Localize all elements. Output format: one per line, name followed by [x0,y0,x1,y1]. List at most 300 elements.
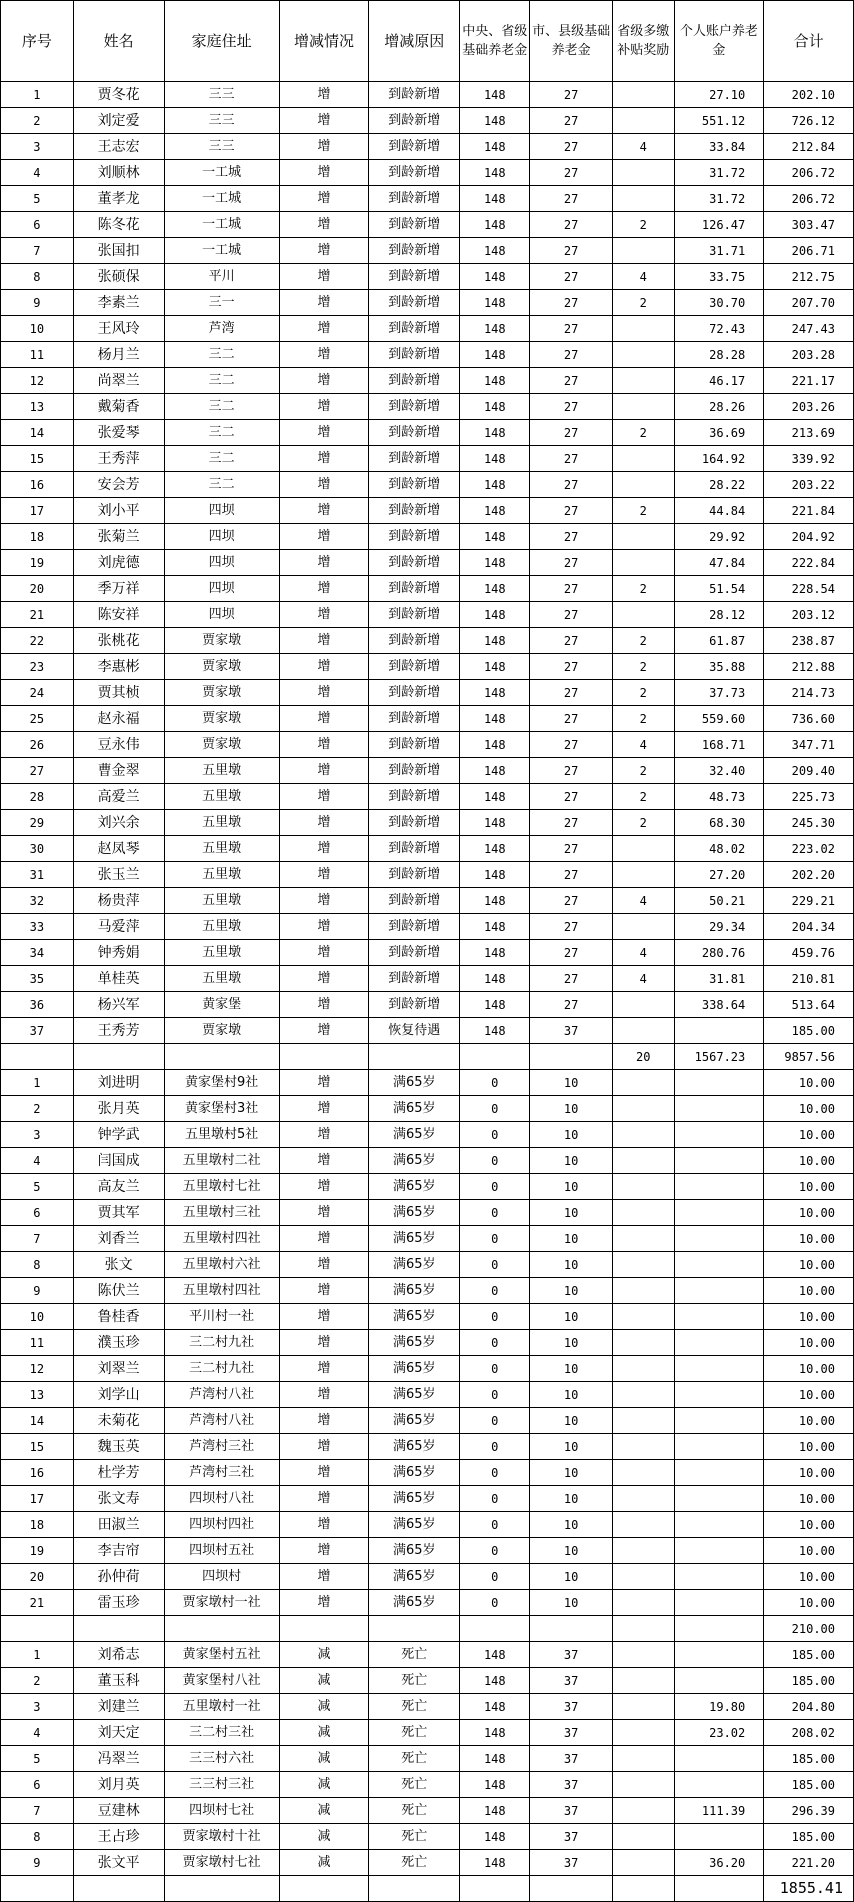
cell-city-county: 10 [530,1070,612,1096]
cell-reason: 死亡 [369,1642,460,1668]
cell-address: 贾家墩 [164,1018,279,1044]
cell-change: 减 [279,1772,369,1798]
cell-central-provincial: 148 [460,472,530,498]
header-reason: 增减原因 [369,1,460,82]
cell-city-county: 10 [530,1304,612,1330]
cell-index: 2 [1,1668,74,1694]
cell-personal: 31.72 [674,160,764,186]
cell-index: 1 [1,1642,74,1668]
cell-total: 213.69 [764,420,854,446]
subtotal-bonus: 20 [612,1044,674,1070]
subtotal-empty-cell [164,1616,279,1642]
cell-name: 刘希志 [73,1642,164,1668]
cell-total: 10.00 [764,1408,854,1434]
cell-name: 雷玉珍 [73,1590,164,1616]
cell-index: 2 [1,108,74,134]
table-row [1,810,854,836]
cell-address: 五里墩村六社 [164,1252,279,1278]
cell-name: 豆永伟 [73,732,164,758]
table-row [1,940,854,966]
cell-name: 尚翠兰 [73,368,164,394]
cell-total: 204.92 [764,524,854,550]
cell-personal [674,1200,764,1226]
cell-reason: 满65岁 [369,1304,460,1330]
subtotal-empty-cell [530,1044,612,1070]
cell-city-county: 27 [530,602,612,628]
cell-central-provincial: 148 [460,1668,530,1694]
cell-index: 12 [1,368,74,394]
cell-change: 增 [279,316,369,342]
cell-name: 张菊兰 [73,524,164,550]
cell-total: 339.92 [764,446,854,472]
cell-total: 10.00 [764,1252,854,1278]
cell-index: 6 [1,212,74,238]
cell-reason: 到龄新增 [369,472,460,498]
cell-name: 杜学芳 [73,1460,164,1486]
cell-change: 增 [279,290,369,316]
table-row [1,368,854,394]
cell-reason: 满65岁 [369,1174,460,1200]
cell-city-county: 27 [530,576,612,602]
table-row [1,1122,854,1148]
cell-reason: 到龄新增 [369,498,460,524]
cell-personal: 31.72 [674,186,764,212]
cell-central-provincial: 148 [460,1798,530,1824]
cell-city-county: 27 [530,888,612,914]
cell-address: 三三 [164,134,279,160]
cell-city-county: 27 [530,862,612,888]
cell-reason: 到龄新增 [369,992,460,1018]
cell-reason: 到龄新增 [369,758,460,784]
header-personal-account-pension: 个人账户养老金 [674,1,764,82]
table-row [1,186,854,212]
cell-change: 增 [279,1304,369,1330]
cell-change: 增 [279,836,369,862]
cell-total: 214.73 [764,680,854,706]
table-row [1,862,854,888]
header-total: 合计 [764,1,854,82]
cell-city-county: 27 [530,446,612,472]
cell-index: 15 [1,446,74,472]
cell-reason: 死亡 [369,1668,460,1694]
cell-address: 贾家墩村十社 [164,1824,279,1850]
cell-change: 增 [279,1122,369,1148]
subtotal-empty-cell [279,1616,369,1642]
cell-bonus [612,1668,674,1694]
header-central-provincial-pension: 中央、省级基础养老金 [460,1,530,82]
cell-reason: 死亡 [369,1798,460,1824]
cell-address: 三三村三社 [164,1772,279,1798]
cell-index: 11 [1,1330,74,1356]
cell-city-county: 27 [530,290,612,316]
cell-reason: 到龄新增 [369,394,460,420]
cell-name: 王秀芳 [73,1018,164,1044]
cell-bonus [612,1564,674,1590]
cell-address: 三二 [164,342,279,368]
cell-change: 增 [279,524,369,550]
cell-reason: 到龄新增 [369,82,460,108]
cell-city-county: 37 [530,1694,612,1720]
cell-address: 五里墩村二社 [164,1148,279,1174]
cell-index: 9 [1,1850,74,1876]
cell-central-provincial: 148 [460,186,530,212]
cell-change: 增 [279,1382,369,1408]
cell-city-county: 27 [530,992,612,1018]
cell-change: 增 [279,420,369,446]
cell-change: 增 [279,238,369,264]
cell-bonus [612,1096,674,1122]
cell-address: 四坝 [164,498,279,524]
cell-index: 17 [1,1486,74,1512]
cell-personal [674,1096,764,1122]
cell-total: 206.71 [764,238,854,264]
cell-name: 高爱兰 [73,784,164,810]
cell-name: 陈冬花 [73,212,164,238]
cell-central-provincial: 0 [460,1564,530,1590]
cell-city-county: 10 [530,1330,612,1356]
cell-total: 10.00 [764,1070,854,1096]
cell-change: 增 [279,498,369,524]
cell-reason: 到龄新增 [369,836,460,862]
cell-reason: 到龄新增 [369,290,460,316]
cell-central-provincial: 148 [460,108,530,134]
subtotal-personal [674,1616,764,1642]
cell-address: 四坝 [164,576,279,602]
cell-personal [674,1252,764,1278]
cell-total: 10.00 [764,1174,854,1200]
table-row [1,1850,854,1876]
header-city-county-pension: 市、县级基础养老金 [530,1,612,82]
cell-address: 三三 [164,108,279,134]
cell-change: 增 [279,1278,369,1304]
cell-reason: 到龄新增 [369,706,460,732]
cell-address: 三二村三社 [164,1720,279,1746]
cell-change: 增 [279,342,369,368]
cell-bonus [612,1252,674,1278]
cell-personal: 48.73 [674,784,764,810]
cell-address: 一工城 [164,186,279,212]
cell-name: 李素兰 [73,290,164,316]
cell-reason: 满65岁 [369,1200,460,1226]
cell-bonus: 4 [612,888,674,914]
cell-bonus [612,992,674,1018]
cell-total: 207.70 [764,290,854,316]
cell-bonus: 2 [612,654,674,680]
cell-change: 增 [279,940,369,966]
cell-address: 芦湾村八社 [164,1408,279,1434]
table-row [1,264,854,290]
cell-index: 4 [1,160,74,186]
cell-city-county: 27 [530,680,612,706]
cell-index: 7 [1,1226,74,1252]
cell-reason: 到龄新增 [369,888,460,914]
cell-index: 1 [1,1070,74,1096]
cell-total: 204.34 [764,914,854,940]
cell-index: 37 [1,1018,74,1044]
cell-index: 5 [1,1174,74,1200]
cell-reason: 到龄新增 [369,212,460,238]
cell-city-county: 10 [530,1512,612,1538]
cell-reason: 到龄新增 [369,550,460,576]
cell-bonus [612,108,674,134]
cell-address: 五里墩村四社 [164,1226,279,1252]
cell-total: 10.00 [764,1122,854,1148]
cell-name: 单桂英 [73,966,164,992]
cell-bonus [612,1746,674,1772]
cell-central-provincial: 148 [460,1018,530,1044]
cell-personal [674,1668,764,1694]
cell-change: 增 [279,108,369,134]
cell-name: 张文 [73,1252,164,1278]
cell-personal: 44.84 [674,498,764,524]
cell-central-provincial: 148 [460,420,530,446]
cell-reason: 死亡 [369,1824,460,1850]
table-row [1,1798,854,1824]
cell-change: 增 [279,602,369,628]
cell-personal: 36.20 [674,1850,764,1876]
table-row [1,836,854,862]
cell-bonus [612,1512,674,1538]
cell-address: 五里墩 [164,966,279,992]
cell-change: 增 [279,732,369,758]
cell-city-county: 10 [530,1278,612,1304]
cell-central-provincial: 148 [460,602,530,628]
cell-address: 贾家墩 [164,706,279,732]
cell-name: 高友兰 [73,1174,164,1200]
cell-address: 四坝村四社 [164,1512,279,1538]
cell-address: 黄家堡村八社 [164,1668,279,1694]
cell-name: 陈伏兰 [73,1278,164,1304]
cell-total: 296.39 [764,1798,854,1824]
cell-reason: 到龄新增 [369,134,460,160]
cell-total: 10.00 [764,1538,854,1564]
cell-total: 221.20 [764,1850,854,1876]
cell-name: 刘兴余 [73,810,164,836]
cell-reason: 满65岁 [369,1122,460,1148]
cell-city-county: 27 [530,342,612,368]
cell-address: 芦湾村三社 [164,1434,279,1460]
cell-bonus [612,1694,674,1720]
cell-address: 四坝 [164,524,279,550]
cell-name: 刘月英 [73,1772,164,1798]
cell-central-provincial: 0 [460,1486,530,1512]
cell-personal [674,1018,764,1044]
cell-address: 黄家堡村五社 [164,1642,279,1668]
cell-name: 李吉帘 [73,1538,164,1564]
cell-change: 增 [279,1538,369,1564]
cell-name: 杨兴军 [73,992,164,1018]
cell-central-provincial: 0 [460,1408,530,1434]
cell-index: 30 [1,836,74,862]
cell-bonus [612,1720,674,1746]
cell-index: 29 [1,810,74,836]
cell-index: 19 [1,550,74,576]
cell-central-provincial: 148 [460,784,530,810]
cell-personal [674,1408,764,1434]
cell-index: 6 [1,1772,74,1798]
cell-total: 185.00 [764,1746,854,1772]
table-row [1,602,854,628]
table-row [1,446,854,472]
cell-central-provincial: 0 [460,1590,530,1616]
table-row [1,1226,854,1252]
cell-index: 2 [1,1096,74,1122]
subtotal-empty-cell [460,1044,530,1070]
cell-personal [674,1070,764,1096]
cell-index: 9 [1,1278,74,1304]
cell-index: 32 [1,888,74,914]
cell-index: 23 [1,654,74,680]
cell-personal [674,1512,764,1538]
cell-total: 10.00 [764,1434,854,1460]
subtotal-empty-cell [530,1616,612,1642]
cell-total: 10.00 [764,1148,854,1174]
cell-change: 增 [279,212,369,238]
cell-bonus [612,1642,674,1668]
cell-central-provincial: 0 [460,1252,530,1278]
cell-address: 三二村九社 [164,1330,279,1356]
cell-total: 185.00 [764,1642,854,1668]
cell-name: 王秀萍 [73,446,164,472]
cell-reason: 满65岁 [369,1382,460,1408]
cell-personal: 48.02 [674,836,764,862]
table-row [1,1746,854,1772]
cell-address: 五里墩 [164,888,279,914]
cell-name: 王风玲 [73,316,164,342]
cell-address: 三二 [164,394,279,420]
cell-bonus: 2 [612,758,674,784]
subtotal-total: 210.00 [764,1616,854,1642]
cell-total: 212.88 [764,654,854,680]
cell-name: 刘学山 [73,1382,164,1408]
cell-index: 6 [1,1200,74,1226]
cell-change: 增 [279,654,369,680]
cell-total: 10.00 [764,1226,854,1252]
cell-central-provincial: 0 [460,1096,530,1122]
cell-address: 三二 [164,420,279,446]
table-row [1,160,854,186]
cell-city-county: 10 [530,1174,612,1200]
cell-change: 增 [279,1434,369,1460]
cell-bonus [612,1486,674,1512]
cell-index: 5 [1,1746,74,1772]
cell-address: 三一 [164,290,279,316]
cell-change: 增 [279,264,369,290]
table-row [1,82,854,108]
table-row [1,680,854,706]
cell-central-provincial: 148 [460,732,530,758]
cell-personal: 280.76 [674,940,764,966]
cell-address: 一工城 [164,212,279,238]
cell-address: 五里墩 [164,784,279,810]
cell-central-provincial: 148 [460,1824,530,1850]
cell-address: 贾家墩 [164,732,279,758]
cell-name: 刘进明 [73,1070,164,1096]
table-row [1,1460,854,1486]
cell-change: 减 [279,1642,369,1668]
cell-central-provincial: 148 [460,368,530,394]
cell-total: 212.84 [764,134,854,160]
cell-central-provincial: 148 [460,316,530,342]
cell-name: 钟学武 [73,1122,164,1148]
table-row [1,914,854,940]
cell-bonus [612,1018,674,1044]
cell-name: 贾其桢 [73,680,164,706]
cell-total: 229.21 [764,888,854,914]
cell-bonus [612,550,674,576]
cell-personal: 33.75 [674,264,764,290]
cell-city-county: 10 [530,1356,612,1382]
cell-central-provincial: 148 [460,706,530,732]
cell-index: 5 [1,186,74,212]
cell-index: 18 [1,524,74,550]
cell-reason: 满65岁 [369,1564,460,1590]
cell-change: 增 [279,784,369,810]
cell-name: 闫国成 [73,1148,164,1174]
cell-reason: 满65岁 [369,1538,460,1564]
cell-name: 曹金翠 [73,758,164,784]
cell-change: 增 [279,966,369,992]
cell-index: 25 [1,706,74,732]
cell-city-county: 10 [530,1460,612,1486]
cell-index: 17 [1,498,74,524]
cell-central-provincial: 148 [460,1850,530,1876]
subtotal-empty-cell [460,1876,530,1902]
cell-personal: 68.30 [674,810,764,836]
cell-index: 18 [1,1512,74,1538]
cell-total: 209.40 [764,758,854,784]
cell-change: 增 [279,1148,369,1174]
cell-personal [674,1278,764,1304]
cell-index: 20 [1,576,74,602]
header-name: 姓名 [73,1,164,82]
cell-personal: 50.21 [674,888,764,914]
cell-index: 11 [1,342,74,368]
table-row [1,1538,854,1564]
cell-change: 增 [279,862,369,888]
cell-reason: 到龄新增 [369,784,460,810]
cell-change: 增 [279,1460,369,1486]
cell-change: 增 [279,1408,369,1434]
cell-index: 13 [1,394,74,420]
cell-index: 3 [1,1694,74,1720]
cell-change: 增 [279,472,369,498]
cell-total: 203.28 [764,342,854,368]
cell-personal [674,1538,764,1564]
cell-change: 增 [279,82,369,108]
cell-change: 增 [279,1512,369,1538]
cell-total: 204.80 [764,1694,854,1720]
table-row [1,706,854,732]
cell-central-provincial: 148 [460,342,530,368]
table-row [1,1720,854,1746]
cell-personal: 27.20 [674,862,764,888]
cell-bonus: 4 [612,264,674,290]
cell-total: 10.00 [764,1278,854,1304]
cell-change: 增 [279,992,369,1018]
cell-reason: 满65岁 [369,1226,460,1252]
cell-personal: 31.81 [674,966,764,992]
cell-reason: 死亡 [369,1746,460,1772]
table-row [1,1668,854,1694]
cell-city-county: 37 [530,1850,612,1876]
cell-city-county: 27 [530,134,612,160]
cell-city-county: 27 [530,836,612,862]
cell-bonus: 2 [612,628,674,654]
cell-name: 戴菊香 [73,394,164,420]
cell-personal [674,1824,764,1850]
cell-total: 245.30 [764,810,854,836]
